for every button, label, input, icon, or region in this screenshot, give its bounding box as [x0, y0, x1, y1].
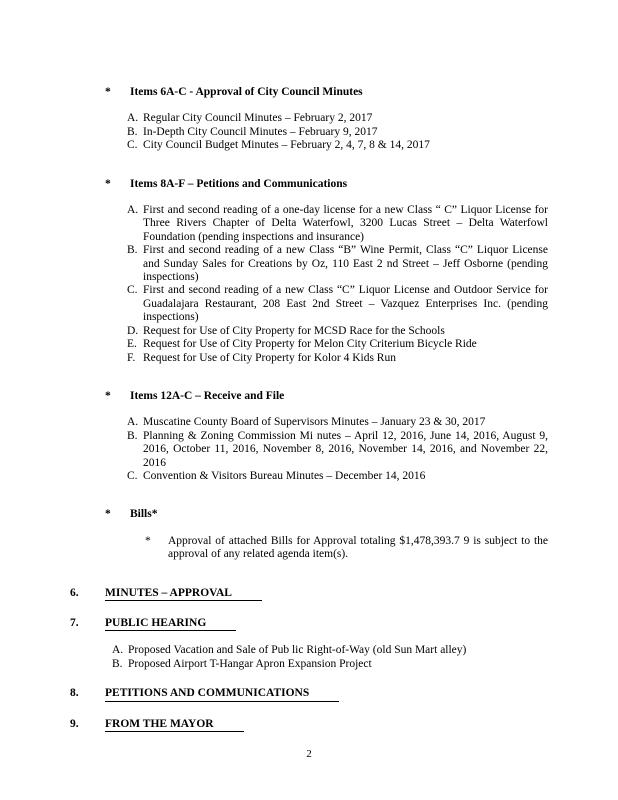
list-item	[127, 126, 548, 139]
section-number: 6.	[70, 586, 79, 599]
numbered-heading-row	[70, 587, 548, 601]
item-label: A.	[127, 416, 139, 429]
section-heading-row	[105, 178, 548, 191]
section-heading-row	[105, 508, 548, 521]
item-text: Request for Use of City Property for MCSD Race for the Schools	[143, 324, 445, 337]
section-heading: MINUTES – APPROVAL	[105, 587, 262, 601]
item-text: Planning & Zoning Commission Mi nutes – April 12, 2016, June 14, 2016, August 9, 2016, October 11, 2016, November 8, 2016, November 14, 2016, and November 22, 2016	[143, 429, 548, 469]
section-heading: Items 12A-C – Receive and File	[130, 389, 285, 402]
item-text: Regular City Council Minutes – February 2, 2017	[143, 112, 373, 125]
list-item	[127, 338, 548, 351]
item-label: B.	[127, 244, 138, 257]
item-text: Proposed Vacation and Sale of Pub lic Right-of-Way (old Sun Mart alley)	[128, 644, 467, 657]
section-heading: FROM THE MAYOR	[105, 718, 244, 732]
list-item	[127, 244, 548, 284]
item-text: Request for Use of City Property for Melon City Criterium Bicycle Ride	[143, 338, 477, 351]
item-text: Convention & Visitors Bureau Minutes – December 14, 2016	[143, 469, 426, 482]
list-item	[127, 416, 548, 429]
item-text: First and second reading of a one-day license for a new Class “ C” Liquor License for Three Rivers Chapter of Delta Waterfowl, 3200 Lucas Street – Delta Waterfowl Foundation (pending inspections and insurance)	[143, 204, 548, 243]
bullet-marker: *	[145, 534, 151, 547]
numbered-heading-row	[70, 687, 548, 701]
list-item	[127, 204, 548, 244]
bills-note	[145, 535, 548, 562]
item-text: First and second reading of a new Class “C” Liquor License and Outdoor Service for Guadalajara Restaurant, 208 East 2nd Street – Vazquez Enterprises Inc. (pending inspections)	[143, 284, 548, 324]
item-label: B.	[127, 125, 138, 138]
list-item	[112, 644, 548, 657]
item-label: C.	[127, 139, 138, 152]
list-item	[127, 139, 548, 152]
item-label: C.	[127, 284, 138, 297]
item-text: First and second reading of a new Class “B” Wine Permit, Class “C” Liquor License and Sunday Sales for Creations by Oz, 110 East 2 nd Street – Jeff Osborne (pending inspections)	[143, 244, 548, 284]
item-label: F.	[127, 351, 136, 364]
item-text: Proposed Airport T-Hangar Apron Expansion Project	[128, 657, 372, 670]
item-label: C.	[127, 469, 138, 482]
list-item	[127, 112, 548, 125]
item-text: Muscatine County Board of Supervisors Minutes – January 23 & 30, 2017	[143, 416, 486, 429]
item-label: E.	[127, 338, 137, 351]
list-item	[127, 430, 548, 470]
list-item	[127, 284, 548, 324]
section-heading: Items 8A-F – Petitions and Communications	[130, 177, 348, 190]
section-number: 7.	[70, 616, 79, 629]
numbered-heading-row	[70, 718, 548, 732]
bullet-marker: *	[105, 86, 111, 98]
section-minutes-approval	[70, 587, 548, 601]
list-item	[112, 658, 548, 671]
page-number: 2	[306, 748, 312, 760]
bullet-marker: *	[105, 177, 111, 190]
bullet-marker: *	[105, 389, 111, 402]
sub-item-list	[70, 644, 548, 671]
section-heading: Bills*	[130, 508, 158, 521]
section-petitions-communications	[70, 687, 548, 701]
section-heading-row	[105, 390, 548, 403]
item-label: D.	[127, 324, 139, 337]
list-item	[127, 352, 548, 365]
section-items-8a-f	[70, 178, 548, 365]
section-heading-row	[105, 86, 548, 99]
section-number: 9.	[70, 717, 79, 730]
section-bills	[70, 508, 548, 561]
section-heading: PETITIONS AND COMMUNICATIONS	[105, 687, 339, 701]
list-item	[127, 470, 548, 483]
section-items-6a-c	[70, 86, 548, 153]
item-label: B.	[112, 657, 123, 670]
section-heading: PUBLIC HEARING	[105, 617, 236, 631]
numbered-heading-row	[70, 617, 548, 631]
section-heading: Items 6A-C - Approval of City Council Minutes	[130, 86, 363, 98]
section-public-hearing	[70, 617, 548, 671]
section-from-the-mayor	[70, 718, 548, 732]
section-items-12a-c	[70, 390, 548, 483]
agenda-content	[70, 86, 548, 748]
item-label: A.	[112, 644, 124, 657]
item-label: B.	[127, 429, 138, 442]
bullet-marker: *	[105, 508, 111, 521]
item-label: A.	[127, 112, 139, 125]
bills-note-text: Approval of attached Bills for Approval totaling $1,478,393.7 9 is subject to the approval of any related agenda item(s).	[168, 534, 548, 561]
item-text: City Council Budget Minutes – February 2, 4, 7, 8 & 14, 2017	[143, 139, 430, 152]
list-item	[127, 325, 548, 338]
item-text: In-Depth City Council Minutes – February 9, 2017	[143, 125, 378, 138]
item-text: Request for Use of City Property for Kolor 4 Kids Run	[143, 351, 396, 364]
section-number: 8.	[70, 687, 79, 700]
item-label: A.	[127, 204, 139, 217]
